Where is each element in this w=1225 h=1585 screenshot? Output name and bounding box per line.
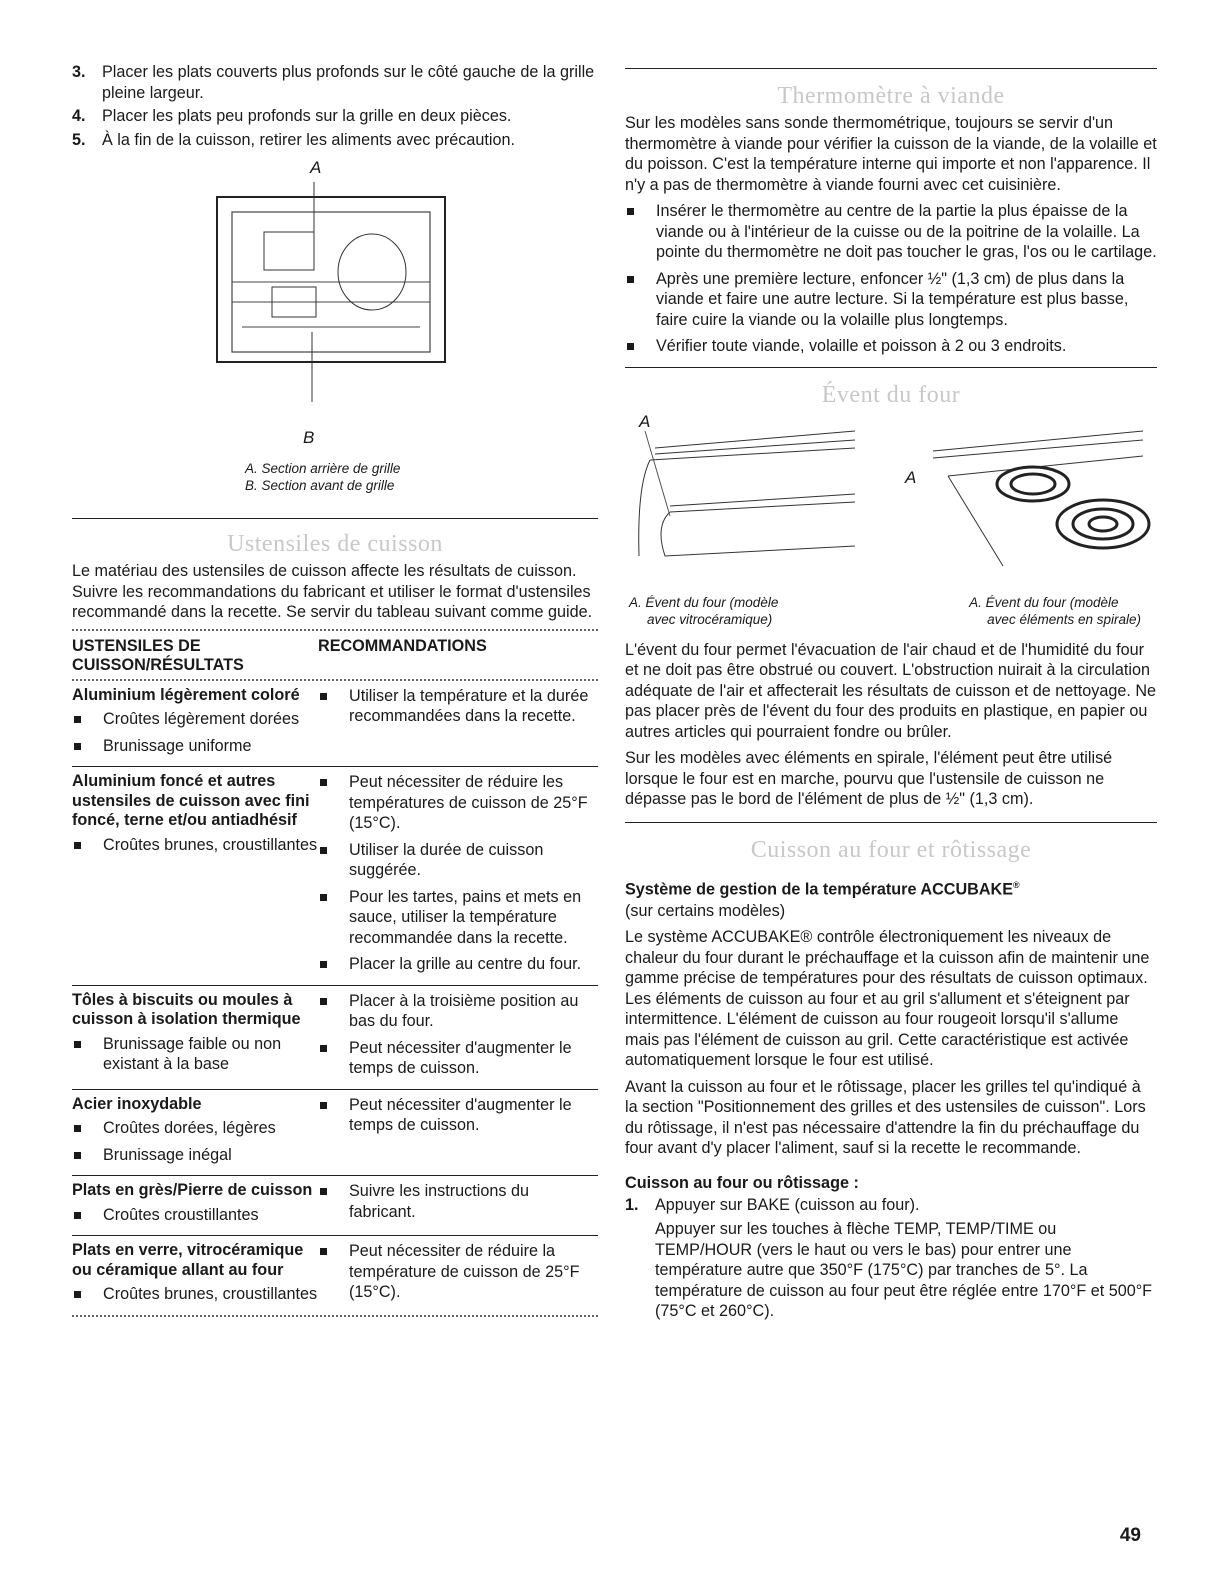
- recommendation-item: Peut nécessiter d'augmenter le temps de cuisson.: [318, 1095, 598, 1136]
- row-title: Plats en verre, vitrocéramique ou céramique allant au four: [72, 1241, 304, 1279]
- recommendation-item: Placer la grille au centre du four.: [318, 954, 598, 975]
- result-item: Croûtes dorées, légères: [72, 1118, 318, 1139]
- right-column: [625, 68, 1157, 1322]
- row-title: Acier inoxydable: [72, 1094, 202, 1113]
- section-rule: [625, 367, 1157, 368]
- thermo-intro: Sur les modèles sans sonde thermométrique, toujours se servir d'un thermomètre à viande pour vérifier la cuisson de la viande, de la volaille et du poisson. C'est la température interne qui importe et non l'apparence. Il n'y a pas de thermomètre à viande fourni avec cet cuisinière.: [625, 114, 1157, 194]
- row-recommendations: [318, 1095, 598, 1172]
- recommendation-item: Utiliser la température et la durée recommandées dans la recette.: [318, 686, 598, 727]
- step-item: 1. Appuyer sur BAKE (cuisson au four).: [625, 1195, 920, 1214]
- figure-label-b: B: [303, 428, 315, 447]
- caption: A. Section arrière de grille: [245, 461, 401, 476]
- result-item: Croûtes croustillantes: [72, 1205, 318, 1226]
- cuisson-step-detail: Appuyer sur les touches à flèche TEMP, TEMP/TIME ou TEMP/HOUR (vers le haut ou vers le bas) pour entrer une température autre que 350°F (175°C) par tranches de 5°. La température de cuisson au four peut être réglée entre 170°F et 500°F (75°C et 260°C).: [655, 1220, 1153, 1321]
- caption: avec éléments en spirale): [987, 611, 1141, 627]
- figure-captions: [72, 460, 598, 494]
- table-row: [72, 1175, 598, 1235]
- accubake-sub: (sur certains modèles): [625, 901, 786, 920]
- row-recommendations: [318, 1181, 598, 1231]
- result-item: Croûtes légèrement dorées: [72, 709, 318, 730]
- caption: B. Section avant de grille: [245, 478, 395, 493]
- result-item: Croûtes brunes, croustillantes: [72, 835, 318, 856]
- recommendation-item: Peut nécessiter d'augmenter le temps de cuisson.: [318, 1038, 598, 1079]
- section-rule: [625, 822, 1157, 823]
- accubake-para: Le système ACCUBAKE® contrôle électroniquement les niveaux de chaleur du four durant le préchauffage et la cuisson afin de maintenir une gamme précise de températures pour des résultats de cuisson optimaux. Les éléments de cuisson au four et au gril s'allument et s'éteignent par intermittence. L'élément de cuisson au four rougeoit lorsqu'il s'allume mais pas l'élément de cuisson au gril. Cette caractéristique est activée automatiquement lorsque le four est utilisé.: [625, 928, 1150, 1070]
- header-cookware: USTENSILES DE CUISSON/RÉSULTATS: [72, 636, 244, 674]
- section-rule: [72, 518, 598, 519]
- placement-steps: [72, 62, 598, 150]
- ustensiles-intro: Le matériau des ustensiles de cuisson affecte les résultats de cuisson. Suivre les recommandations du fabricant et utiliser le format d'ustensiles recommandé dans la recette. Se servir du tableau suivant comme guide.: [72, 562, 593, 621]
- table-row: [72, 1089, 598, 1176]
- section-title-cuisson: Cuisson au four et rôtissage: [750, 836, 1032, 863]
- cuisson-steps: [625, 1195, 1157, 1216]
- table-row: [72, 681, 598, 767]
- row-cookware: [72, 1241, 318, 1311]
- recommendation-item: Peut nécessiter de réduire la température de cuisson de 25°F (15°C).: [318, 1241, 598, 1303]
- section-title-thermo: Thermomètre à viande: [777, 83, 1005, 109]
- caption: A. Évent du four (modèle: [629, 594, 779, 610]
- thermo-bullet: Insérer le thermomètre au centre de la partie la plus épaisse de la viande ou à l'intérieur de la cuisse ou de la poitrine de la volaille. La pointe du thermomètre ne doit pas toucher le gras, l'os ou le cartilage.: [625, 201, 1157, 263]
- row-cookware: [72, 1181, 318, 1231]
- vent-para-1: L'évent du four permet l'évacuation de l'air chaud et de l'humidité du four et ne doit pas être obstrué ou couvert. L'obstruction nuirait à la circulation adéquate de l'air et affecterait les résultats de cuisson et de nettoyage. Ne pas placer près de l'évent du four des produits en plastique, en papier ou autres articles qui pourraient fondre ou brûler.: [625, 640, 1157, 741]
- table-bottom-rule: [72, 1315, 598, 1317]
- accubake-title: Système de gestion de la température ACCUBAKE®: [625, 879, 1020, 898]
- table-row: [72, 1235, 598, 1315]
- result-item: Brunissage uniforme: [72, 736, 318, 757]
- caption: avec vitrocéramique): [647, 611, 773, 627]
- row-title: Plats en grès/Pierre de cuisson: [72, 1181, 313, 1199]
- step-item: 5. À la fin de la cuisson, retirer les aliments avec précaution.: [72, 130, 515, 149]
- vent-ceramic-illustration: [625, 426, 865, 586]
- row-title: Tôles à biscuits ou moules à cuisson à isolation thermique: [72, 990, 301, 1028]
- row-recommendations: [318, 772, 598, 981]
- figure-label-a: A: [310, 158, 322, 177]
- caption: A. Évent du four (modèle: [969, 594, 1119, 610]
- table-header: [72, 631, 598, 679]
- recommendation-item: Utiliser la durée de cuisson suggérée.: [318, 840, 598, 881]
- row-cookware: [72, 1095, 318, 1172]
- oven-rack-figure: [72, 158, 598, 458]
- left-column: [72, 62, 598, 1317]
- step-item: 4. Placer les plats peu profonds sur la grille en deux pièces.: [72, 107, 512, 125]
- page-number: 49: [1119, 1525, 1141, 1546]
- recommendation-item: Placer à la troisième position au bas du four.: [318, 991, 598, 1032]
- thermo-bullet: Vérifier toute viande, volaille et poisson à 2 ou 3 endroits.: [625, 336, 1157, 357]
- thermo-bullet: Après une première lecture, enfoncer ½" (1,3 cm) de plus dans la viande et faire une autre lecture. Si la température est plus basse, faire cuire la viande ou la volaille plus longtemps.: [625, 269, 1157, 331]
- recommendation-item: Suivre les instructions du fabricant.: [318, 1181, 598, 1222]
- table-row: [72, 766, 598, 985]
- step-item: 3. Placer les plats couverts plus profonds sur le côté gauche de la grille pleine largeur.: [72, 63, 595, 102]
- result-item: Brunissage inégal: [72, 1145, 318, 1166]
- section-rule: [625, 68, 1157, 69]
- section-title-event: Évent du four: [821, 381, 961, 408]
- row-title: Aluminium foncé et autres ustensiles de cuisson avec fini foncé, terne et/ou antiadhésif: [72, 772, 310, 829]
- recommendation-item: Peut nécessiter de réduire les températures de cuisson de 25°F (15°C).: [318, 772, 598, 834]
- vent-label-a-coil: A: [905, 467, 917, 487]
- row-recommendations: [318, 1241, 598, 1311]
- row-cookware: [72, 686, 318, 763]
- vent-label-a: A: [639, 411, 651, 431]
- result-item: Croûtes brunes, croustillantes: [72, 1284, 318, 1305]
- header-recommendations: RECOMMANDATIONS: [318, 636, 487, 655]
- row-recommendations: [318, 991, 598, 1085]
- vent-coil-illustration: [913, 426, 1153, 586]
- oven-rack-illustration: [72, 182, 598, 422]
- thermo-bullets: [625, 201, 1157, 357]
- vent-para-2: Sur les modèles avec éléments en spirale, l'élément peut être utilisé lorsque le four est en marche, pourvu que l'ustensile de cuisson ne dépasse pas le bord de l'élément de plus de ½" (1,3 cm).: [625, 749, 1113, 808]
- cuisson-para: Avant la cuisson au four et le rôtissage, placer les grilles tel qu'indiqué à la section "Positionnement des grilles et des ustensiles de cuisson". Lors du rôtissage, il n'est pas nécessaire d'attendre la fin du préchauffage du four avant d'y placer l'aliment, sauf si la recette le recommande.: [625, 1077, 1146, 1158]
- section-title-ustensiles: Ustensiles de cuisson: [227, 531, 443, 557]
- cuisson-subtitle: Cuisson au four ou rôtissage :: [625, 1173, 859, 1192]
- row-cookware: [72, 772, 318, 981]
- row-cookware: [72, 991, 318, 1085]
- vent-figures: [625, 412, 1157, 592]
- row-recommendations: [318, 686, 598, 763]
- row-title: Aluminium légèrement coloré: [72, 685, 300, 704]
- recommendation-item: Pour les tartes, pains et mets en sauce, utiliser la température recommandée dans la recette.: [318, 887, 598, 949]
- result-item: Brunissage faible ou non existant à la base: [72, 1034, 318, 1075]
- vent-captions: [625, 594, 1157, 628]
- table-row: [72, 985, 598, 1089]
- cookware-table: [72, 629, 598, 1317]
